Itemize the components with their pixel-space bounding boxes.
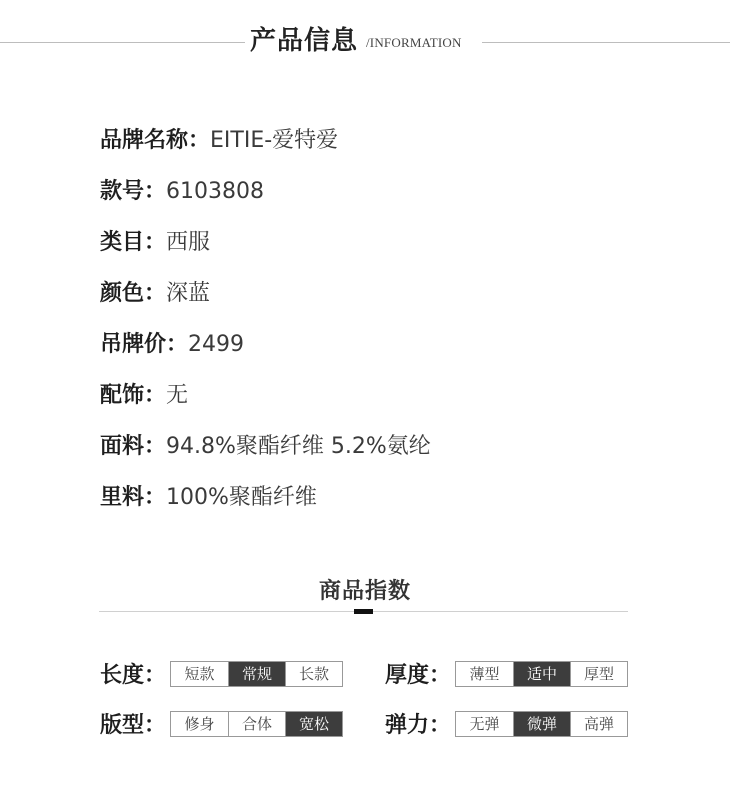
info-value: 100%聚酯纤维 [166,485,317,510]
option-short: 短款 [184,664,215,683]
info-label: 品牌名称： [100,128,211,153]
info-row-style-number [100,173,431,224]
option-regular: 常规 [228,662,285,686]
info-row-lining [100,479,431,530]
header-rule-left [0,42,245,43]
info-value: EITIE-爱特爱 [210,128,339,153]
metric-thickness [385,658,628,689]
header-rule-right [482,42,730,43]
option-thick: 厚型 [570,662,627,686]
metric-label: 厚度： [385,663,452,688]
info-label: 里料： [100,485,167,510]
option-loose: 宽松 [285,712,342,736]
metric-label: 弹力： [385,713,452,738]
info-label: 面料： [100,434,167,459]
info-row-category [100,224,431,275]
info-label: 配饰： [100,383,167,408]
metric-length [100,658,343,689]
info-label: 吊牌价： [100,332,189,357]
product-info-list [100,122,431,530]
info-row-color [100,275,431,326]
option-medium: 适中 [513,662,570,686]
info-label: 款号： [100,179,167,204]
index-title: 商品指数 [318,579,411,604]
option-slim: 修身 [184,714,215,733]
metric-label: 长度： [100,663,167,688]
info-label: 颜色： [100,281,167,306]
option-high-stretch: 高弹 [570,712,627,736]
index-accent-bar [354,609,373,614]
info-value: 2499 [188,332,245,357]
option-no-stretch: 无弹 [469,714,500,733]
info-row-accessories [100,377,431,428]
metric-fit [100,708,343,739]
option-group [170,661,343,687]
info-row-tag-price [100,326,431,377]
option-slight-stretch: 微弹 [513,712,570,736]
info-value: 6103808 [166,179,264,204]
info-value: 无 [166,383,189,408]
metric-label: 版型： [100,713,167,738]
section-subtitle: /INFORMATION [366,35,462,50]
metric-elasticity [385,708,628,739]
option-group [170,711,343,737]
section-title: 产品信息 [250,26,359,56]
info-label: 类目： [100,230,167,255]
option-long: 长款 [285,662,342,686]
option-group [455,711,628,737]
info-value: 94.8%聚酯纤维 5.2%氨纶 [166,434,431,459]
option-group [455,661,628,687]
info-value: 西服 [166,230,211,255]
option-thin: 薄型 [469,664,500,683]
info-value: 深蓝 [166,281,211,306]
info-row-brand [100,122,431,173]
option-fitted: 合体 [228,712,285,736]
info-row-fabric [100,428,431,479]
